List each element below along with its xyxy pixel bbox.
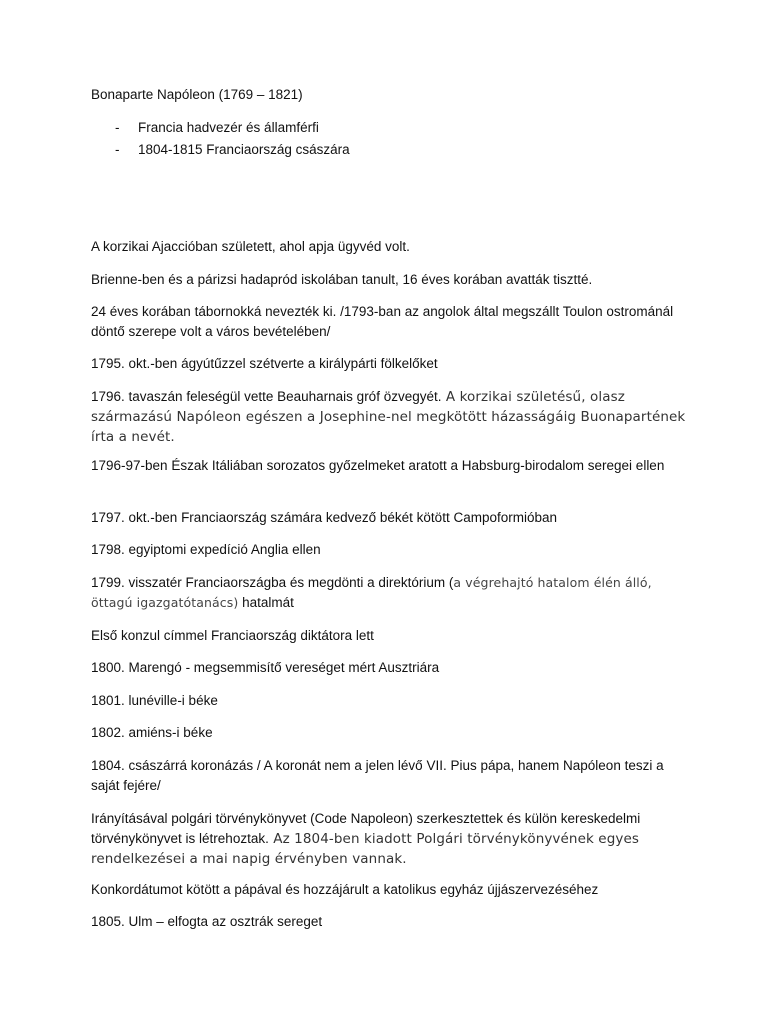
timeline-entry [91, 809, 691, 869]
entry-note: a végrehajtó hatalom élén álló, öttagú igazgatótanács) [91, 575, 652, 610]
timeline-entry [91, 691, 691, 711]
timeline-entry [91, 302, 691, 342]
timeline-entry [91, 508, 691, 528]
entry-text: 1799. visszatér Franciaországba és megdönti a direktórium ( [91, 575, 454, 590]
timeline-entry [91, 880, 691, 900]
timeline-entry [91, 912, 691, 932]
entry-note: A korzikai születésű, olasz származású Napóleon egészen a Josephine-nel megkötött házasságáig Buonapartének írta a nevét. [91, 389, 686, 445]
entry-text: 1805. Ulm – elfogta az osztrák sereget [91, 914, 323, 929]
entry-text: 1798. egyiptomi expedíció Anglia ellen [91, 542, 321, 557]
page-title: Bonaparte Napóleon (1769 – 1821) [91, 87, 303, 102]
entry-text: 1802. amiéns-i béke [91, 725, 213, 740]
entry-text: Irányításával polgári törvénykönyvet (Code Napoleon) szerkesztettek és külön kereskedelmi törvénykönyvet is létrehoztak. [91, 811, 641, 846]
timeline-entry [91, 237, 691, 257]
list-item-text: 1804-1815 Franciaország császára [138, 142, 350, 157]
list-dash: - [115, 120, 120, 135]
entry-text: 1796-97-ben Észak Itáliában sorozatos győzelmeket aratott a Habsburg-birodalom seregei ellen [91, 458, 665, 473]
timeline-entry [91, 270, 691, 290]
timeline-entry [91, 626, 691, 646]
entry-text: 24 éves korában tábornokká nevezték ki. /1793-ban az angolok által megszállt Toulon ostrománál döntő szerepe volt a város bevételében/ [91, 304, 674, 339]
entry-text: 1801. lunéville-i béke [91, 693, 218, 708]
entry-text: Konkordátumot kötött a pápával és hozzájárult a katolikus egyház újjászervezéséhez [91, 882, 599, 897]
summary-list [91, 120, 350, 164]
entry-text: 1797. okt.-ben Franciaország számára kedvező békét kötött Campoformióban [91, 510, 557, 525]
timeline-entry [91, 387, 691, 447]
entry-text: A korzikai Ajaccióban született, ahol apja ügyvéd volt. [91, 239, 410, 254]
entry-text: 1800. Marengó - megsemmisítő vereséget mért Ausztriára [91, 660, 440, 675]
list-dash: - [115, 142, 120, 157]
list-item [91, 120, 350, 142]
entry-text: 1795. okt.-ben ágyútűzzel szétverte a királypárti fölkelőket [91, 356, 438, 371]
timeline-entry [91, 573, 691, 613]
entry-text: Brienne-ben és a párizsi hadapród iskolában tanult, 16 éves korában avatták tisztté. [91, 272, 593, 287]
entry-text: 1796. tavaszán feleségül vette Beauharnais gróf özvegyét. [91, 389, 442, 404]
timeline-entry [91, 723, 691, 743]
entry-text: Első konzul címmel Franciaország diktátora lett [91, 628, 374, 643]
entry-text-tail: hatalmát [238, 595, 294, 610]
timeline-entry [91, 354, 691, 374]
timeline-entry [91, 658, 691, 678]
list-item-text: Francia hadvezér és államférfi [138, 120, 319, 135]
entry-text: 1804. császárrá koronázás / A koronát nem a jelen lévő VII. Pius pápa, hanem Napóleon teszi a saját fejére/ [91, 758, 664, 793]
entry-note: Az 1804-ben kiadott Polgári törvénykönyvének egyes rendelkezései a mai napig érvényben vannak. [91, 831, 640, 867]
timeline-entry [91, 540, 691, 560]
timeline-entry [91, 756, 691, 796]
timeline-entry [91, 456, 691, 476]
list-item [91, 142, 350, 164]
